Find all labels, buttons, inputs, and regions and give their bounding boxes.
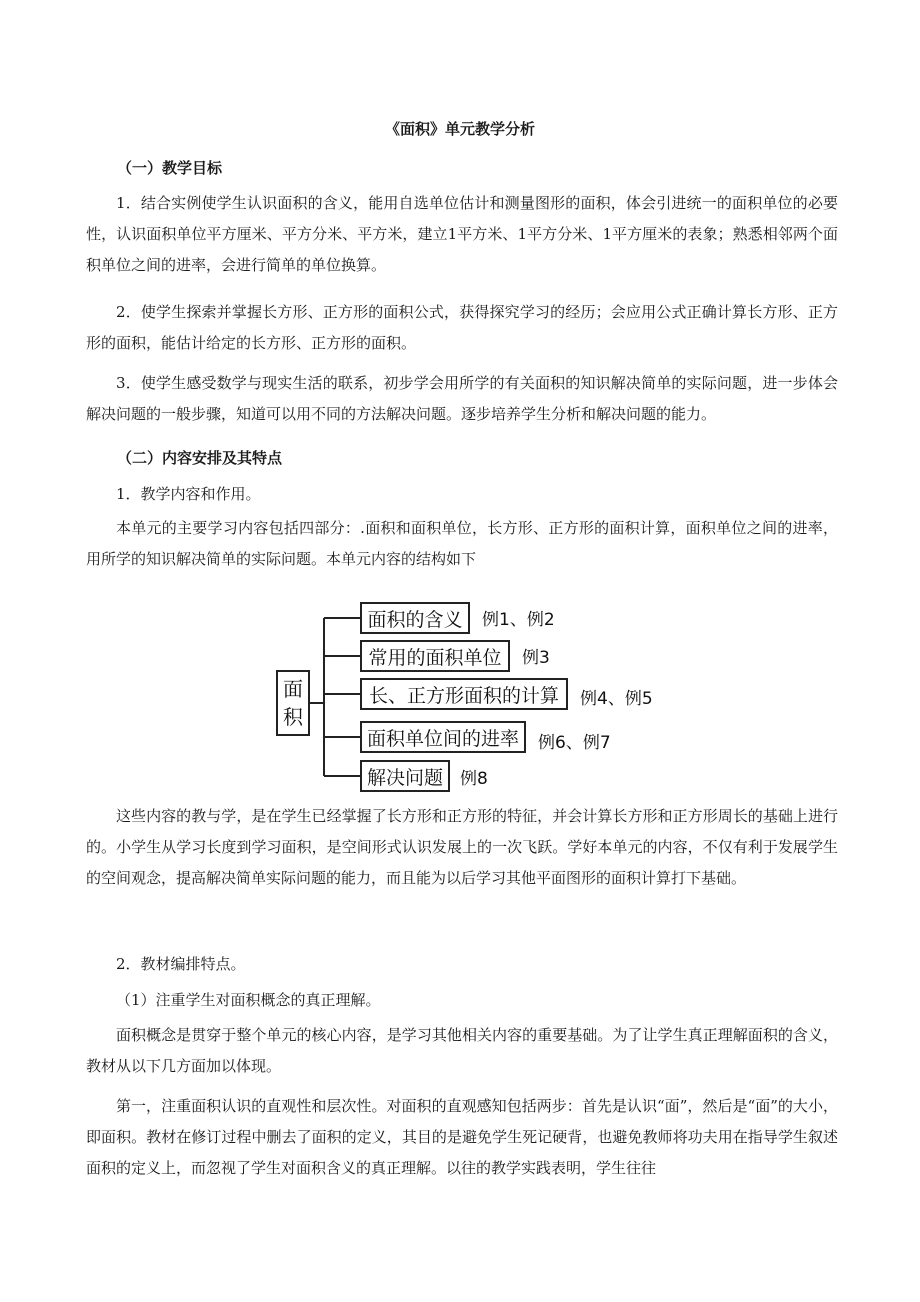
diagram-root-char-2: 积 (283, 705, 303, 729)
section-heading-content: （二）内容安排及其特点 (117, 449, 283, 467)
section-heading-goals: （一）教学目标 (117, 159, 223, 177)
document-title: 《面积》单元教学分析 (384, 120, 535, 138)
content-subheading-2-1: （1）注重学生对面积概念的真正理解。 (116, 991, 381, 1009)
content-paragraph-4: 第一，注重面积认识的直观性和层次性。对面积的直观感知包括两步：首先是认识“面”，然后是“面”的大小，即面积。教材在修订过程中删去了面积的定义，其目的是避免学生死记硬背，也避免教师将功夫用在指导学生叙述面积的定义上，而忽视了学生对面积含义的真正理解。以往的教学实践表明，学生往往 (86, 1097, 838, 1177)
diagram-root-box (276, 670, 310, 736)
diagram-item-box: 长、正方形面积的计算 (360, 678, 568, 710)
diagram-item-box: 面积的含义 (360, 602, 470, 634)
diagram-item-examples: 例1、例2 (482, 610, 555, 630)
structure-diagram (276, 598, 676, 794)
goal-paragraph-1: 1．结合实例使学生认识面积的含义，能用自选单位估计和测量图形的面积，体会引进统一的面积单位的必要性，认识面积单位平方厘米、平方分米、平方米，建立1平方米、1平方分米、1平方厘米的表象；熟悉相邻两个面积单位之间的进率，会进行简单的单位换算。 (86, 194, 838, 274)
goal-paragraph-3: 3．使学生感受数学与现实生活的联系，初步学会用所学的有关面积的知识解决简单的实际问题，进一步体会解决问题的一般步骤，知道可以用不同的方法解决问题。逐步培养学生分析和解决问题的能力。 (86, 374, 838, 423)
diagram-item-box: 常用的面积单位 (360, 640, 510, 672)
content-subheading-2: 2．教材编排特点。 (116, 955, 246, 973)
goal-paragraph-2: 2．使学生探索并掌握长方形、正方形的面积公式，获得探究学习的经历；会应用公式正确计算长方形、正方形的面积，能估计给定的长方形、正方形的面积。 (86, 303, 838, 352)
content-subheading-1: 1．教学内容和作用。 (116, 485, 261, 503)
diagram-item-examples: 例6、例7 (538, 733, 611, 753)
diagram-item-examples: 例3 (522, 648, 550, 668)
diagram-root-char-1: 面 (283, 677, 303, 701)
content-paragraph-1: 本单元的主要学习内容包括四部分：.面积和面积单位，长方形、正方形的面积计算，面积单位之间的进率，用所学的知识解决简单的实际问题。本单元内容的结构如下 (86, 519, 838, 568)
diagram-item-box: 面积单位间的进率 (360, 721, 526, 753)
diagram-item-examples: 例4、例5 (580, 689, 653, 709)
diagram-item-examples: 例8 (460, 769, 488, 789)
diagram-item-box: 解决问题 (360, 760, 450, 792)
content-paragraph-3: 面积概念是贯穿于整个单元的核心内容，是学习其他相关内容的重要基础。为了让学生真正理解面积的含义，教材从以下几方面加以体现。 (86, 1026, 838, 1075)
content-paragraph-2: 这些内容的教与学，是在学生已经掌握了长方形和正方形的特征，并会计算长方形和正方形周长的基础上进行的。小学生从学习长度到学习面积，是空间形式认识发展上的一次飞跃。学好本单元的内容，不仅有利于发展学生的空间观念，提高解决简单实际问题的能力，而且能为以后学习其他平面图形的面积计算打下基础。 (86, 807, 838, 887)
